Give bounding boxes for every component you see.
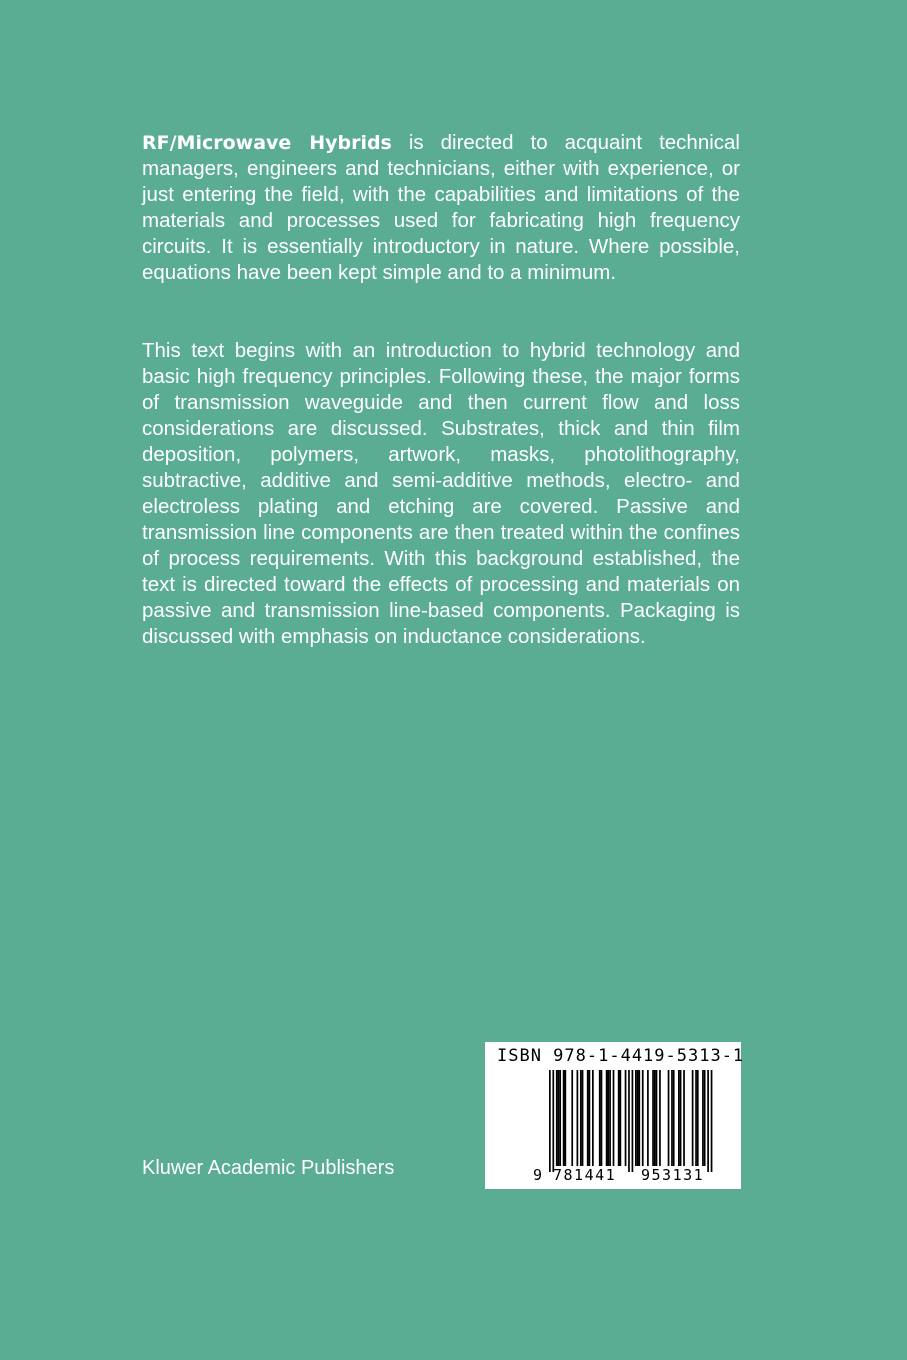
barcode-bar: [620, 1070, 622, 1166]
barcode-bar: [580, 1070, 582, 1166]
barcode-bar: [582, 1070, 584, 1166]
book-title-inline: RF/Microwave Hybrids: [142, 132, 392, 154]
barcode-bar: [656, 1070, 658, 1166]
barcode-bar: [628, 1070, 630, 1172]
barcode-bar: [654, 1070, 656, 1166]
ean-first-digit: 9: [533, 1166, 543, 1184]
barcode-bar: [638, 1070, 640, 1166]
barcode-bar: [559, 1070, 561, 1166]
barcode-bar: [563, 1070, 565, 1166]
barcode-bar: [607, 1070, 609, 1166]
barcode-bar: [601, 1070, 603, 1166]
barcode-bar: [549, 1070, 551, 1172]
barcode-bar: [635, 1070, 637, 1166]
barcode-bar: [692, 1070, 694, 1166]
barcode-bar: [556, 1070, 558, 1166]
barcode-bar: [571, 1070, 573, 1166]
barcode-bar: [678, 1070, 680, 1166]
barcode-bar: [632, 1070, 634, 1172]
barcode-bar: [625, 1070, 627, 1166]
barcode-bar: [668, 1070, 670, 1166]
barcode-bar: [552, 1070, 554, 1172]
barcode-bar: [671, 1070, 673, 1166]
barcode-bar: [613, 1070, 615, 1166]
barcode-bar: [637, 1070, 639, 1166]
barcode-bar: [652, 1070, 654, 1166]
barcode-bar: [673, 1070, 675, 1166]
barcode-bar: [618, 1070, 620, 1166]
publisher-name: Kluwer Academic Publishers: [142, 1157, 395, 1179]
barcode-bar: [558, 1070, 560, 1166]
barcode-bar: [659, 1070, 661, 1166]
barcode-bar: [564, 1070, 566, 1166]
barcode-bar: [592, 1070, 594, 1166]
barcode-bar: [642, 1070, 644, 1166]
barcode-bar: [680, 1070, 682, 1166]
barcode-bar: [695, 1070, 697, 1166]
isbn-label: ISBN 978-1-4419-5313-1: [497, 1046, 745, 1066]
barcode-bar: [589, 1070, 591, 1166]
ean-right-digits: 953131: [641, 1166, 705, 1184]
barcode-bar: [702, 1070, 704, 1166]
blurb-paragraph-2: This text begins with an introduction to hybrid technology and basic high frequency principles. Following these, the major forms of transmission waveguide and then current flow and loss considerations are discussed. Substrates, thick and thin film deposition, polymers, artwork, masks, photolithography, subtractive, additive and semi-additive methods, electro- and electroless plating and etching are covered. Passive and transmission line components are then treated within the confines of process requirements. With this background established, the text is directed toward the effects of processing and materials on passive and transmission line-based components. Packaging is discussed with emphasis on inductance considerations.: [142, 339, 740, 648]
blurb-paragraph-1: [142, 130, 740, 286]
blurb-paragraph-1-text: is directed to acquaint technical managers, engineers and technicians, either with experience, or just entering the field, with the capabilities and limitations of the materials and processes used for fabricating high frequency circuits. It is essentially introductory in nature. Where possible, equations have been kept simple and to a minimum.: [142, 131, 740, 284]
barcode-bar: [587, 1070, 589, 1166]
ean-left-digits: 781441: [553, 1166, 617, 1184]
barcode-bar: [599, 1070, 601, 1166]
barcode-bar: [697, 1070, 699, 1166]
barcode-bar: [707, 1070, 709, 1172]
barcode-bar: [606, 1070, 608, 1166]
barcode-bar: [609, 1070, 611, 1166]
barcode-bar: [711, 1070, 713, 1172]
barcode-bar: [683, 1070, 685, 1166]
barcode-bar: [647, 1070, 649, 1166]
barcode-bar: [577, 1070, 579, 1166]
isbn-barcode: [485, 1042, 745, 1189]
barcode-bar: [704, 1070, 706, 1166]
